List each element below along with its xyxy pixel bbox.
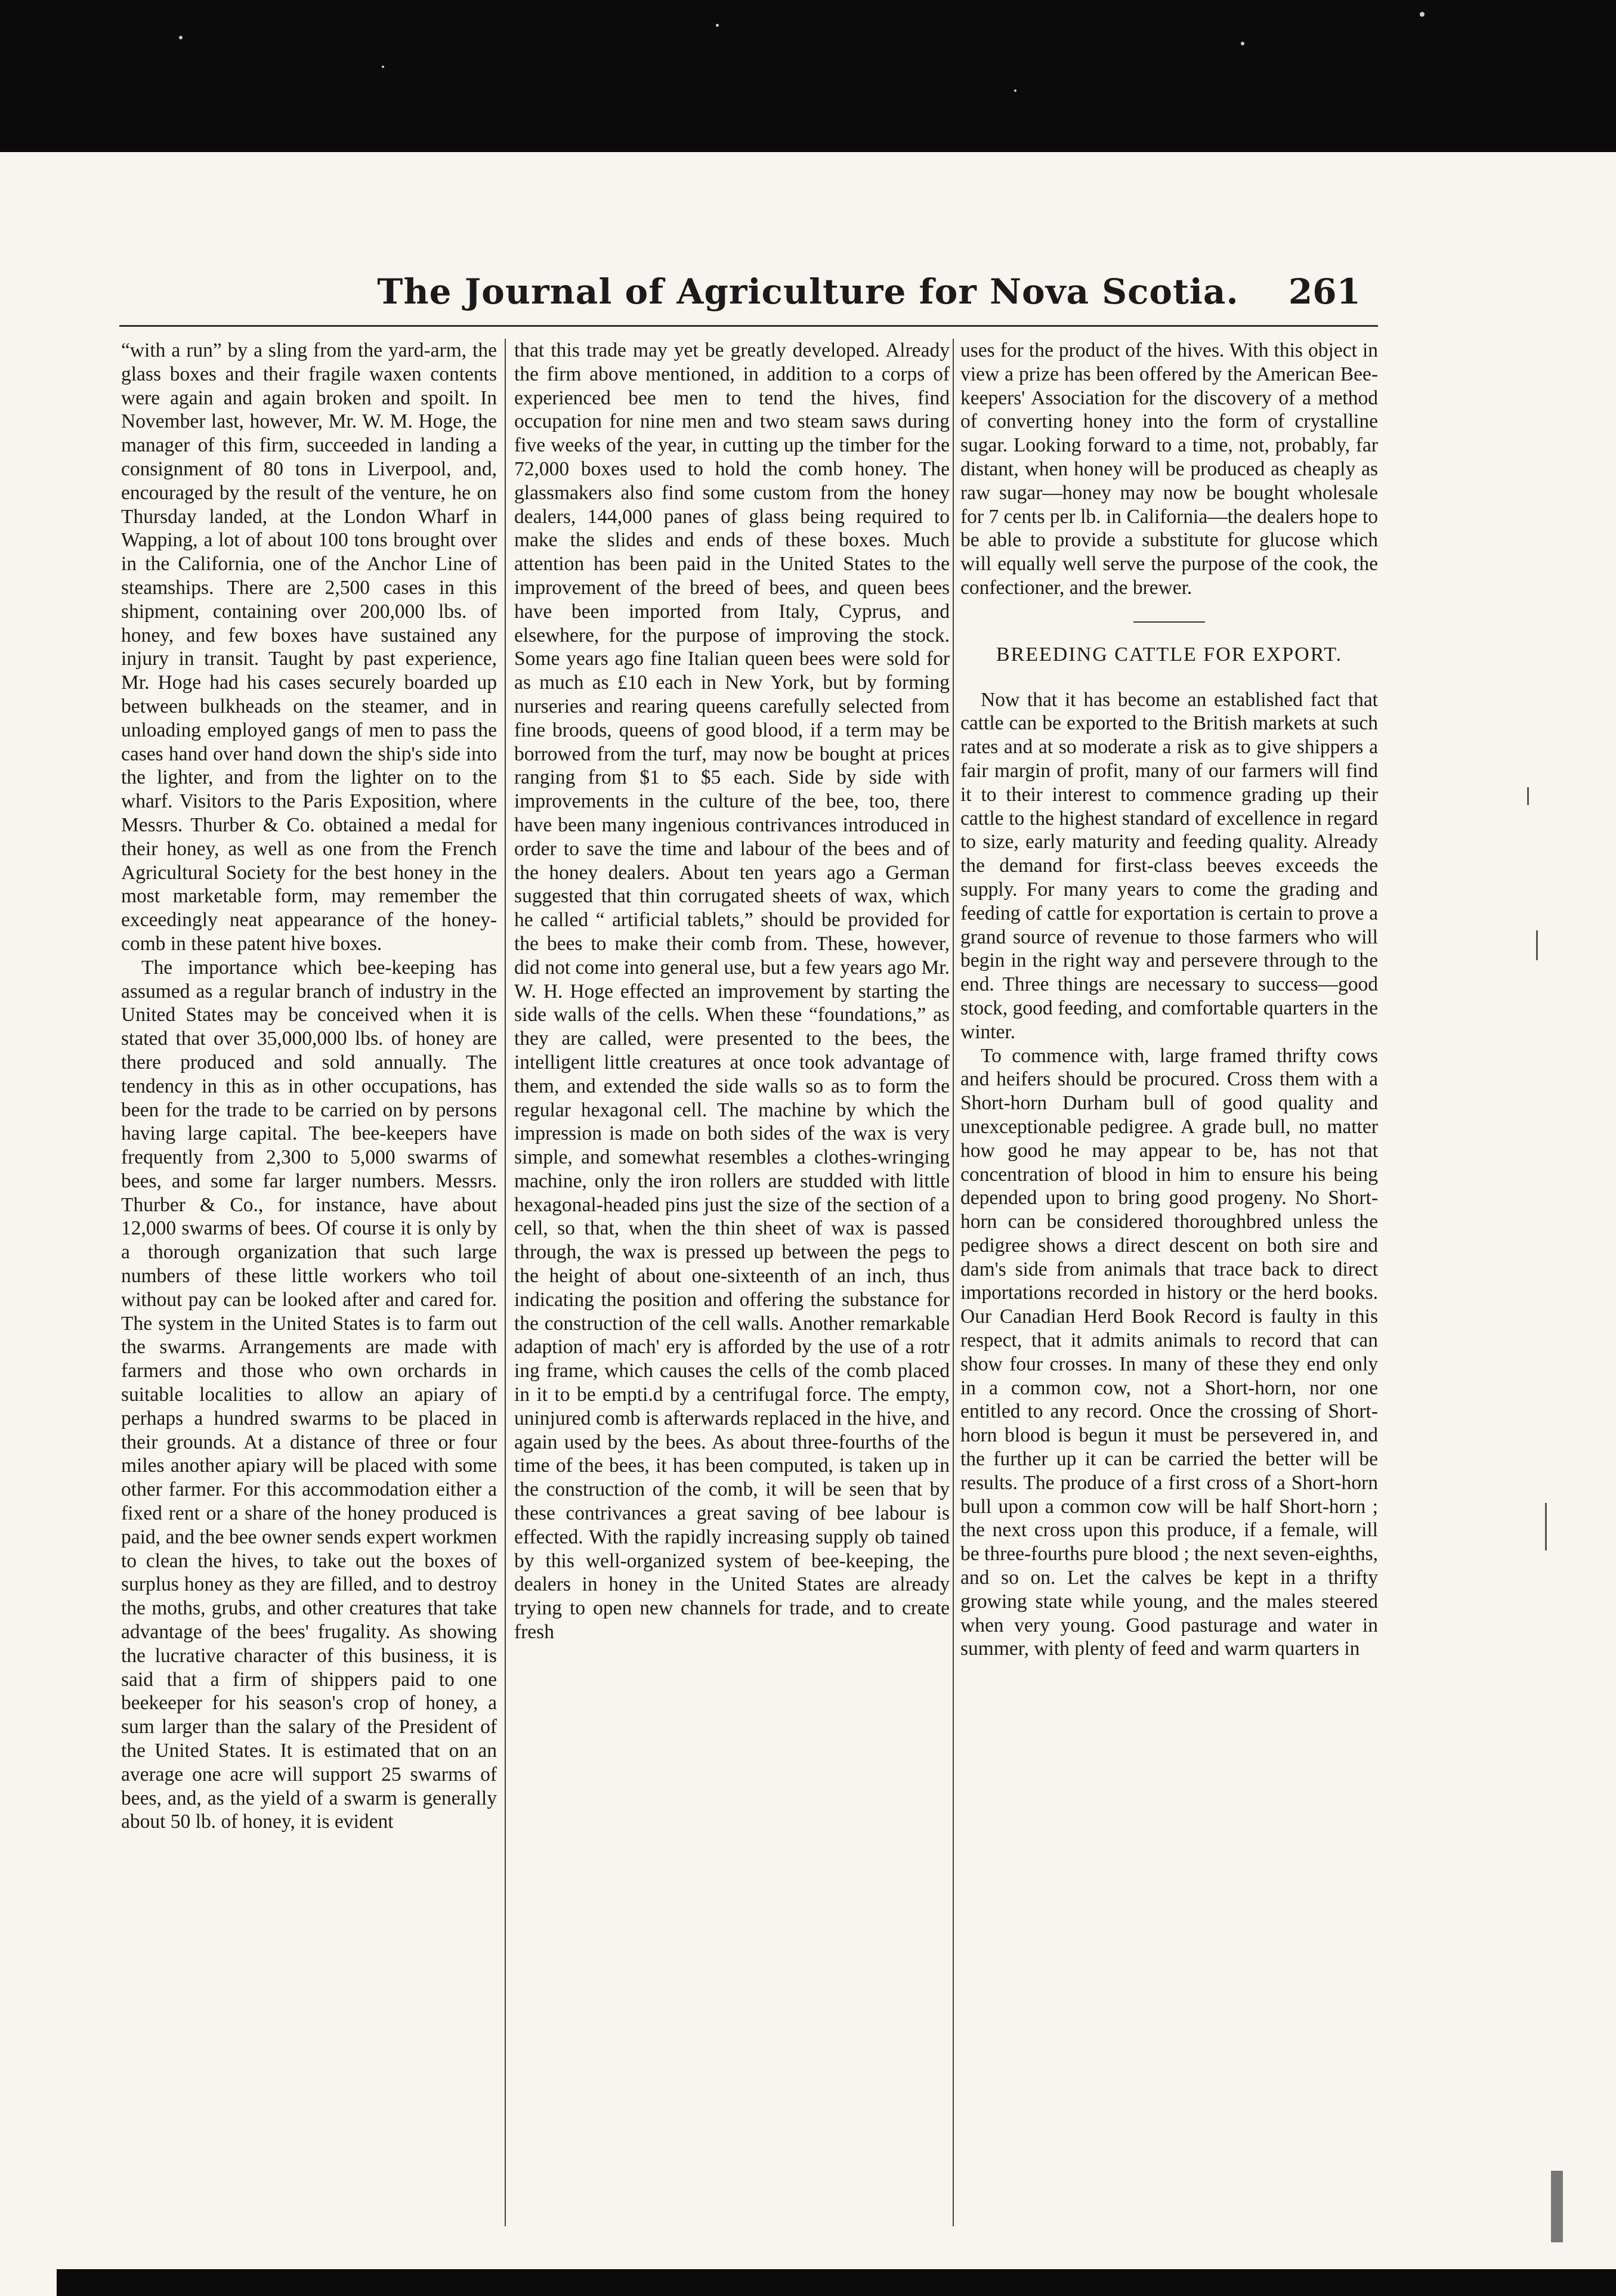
scan-edge-mark [1536, 930, 1538, 960]
scan-edge-mark [1551, 2171, 1563, 2242]
scan-border-bottom [57, 2269, 1616, 2296]
column-3 [960, 339, 1378, 2265]
page-number: 261 [1288, 271, 1361, 312]
running-head [0, 271, 1616, 319]
column-2 [514, 339, 950, 2265]
paragraph: “with a run” by a sling from the yard-arm, the glass boxes and their fragile waxen contents were again and again broken and spoilt. In November last, however, Mr. W. M. Hoge, the manager of this firm, succeeded in landing a consignment of 80 tons in Liverpool, and, encouraged by the result of the venture, he on Thursday landed, at the London Wharf in Wapping, a lot of about 100 tons brought over in the California, one of the Anchor Line of steamships. There are 2,500 cases in this shipment, containing over 200,000 lbs. of honey, and few boxes have sustained any injury in transit. Taught by past experience, Mr. Hoge had his cases securely boarded up between bulkheads on the steamer, and in unloading employed gangs of men to pass the cases hand over hand down the ship's side into the lighter, and from the lighter on to the wharf. Visitors to the Paris Exposition, where Messrs. Thurber & Co. obtained a medal for their honey, as well as one from the French Agricultural Society for the best honey in the most marketable form, may remember the exceedingly neat appearance of the honey-comb in these patent hive boxes. [121, 339, 497, 955]
scan-border-top [0, 0, 1616, 152]
column-1 [121, 339, 497, 2265]
scan-edge-mark [1527, 787, 1529, 805]
paragraph: To commence with, large framed thrifty cows and heifers should be procured. Cross them with a Short-horn Durham bull of good quality and unexceptionable pedigree. A grade bull, no matter how good he may appear to be, has not that concentration of blood in him to ensure his being depended upon to bring good progeny. No Short-horn can be considered thoroughbred unless the pedigree shows a direct descent on both sire and dam's side from animals that trace back to direct importations recorded in history or the herd books. Our Canadian Herd Book Record is faulty in this respect, that it admits animals to record that can show four crosses. In many of these they end only in a common cow, not a Short-horn, nor one entitled to any record. Once the crossing of Short-horn blood is begun it must be persevered in, and the further up it can be carried the better will be results. The produce of a first cross of a Short-horn bull upon a common cow will be half Short-horn ; the next cross upon this produce, if a female, will be three-fourths pure blood ; the next seven-eighths, and so on. Let the calves be kept in a thrifty growing state while young, and the males steered when very young. Good pasturage and water in summer, with plenty of feed and warm quarters in [960, 1044, 1378, 1660]
column-divider [505, 339, 506, 2226]
paragraph: uses for the product of the hives. With this object in view a prize has been offered by the American Bee-keepers' Association for the discovery of a method of converting honey into the form of crystalline sugar. Looking forward to a time, not, probably, far distant, when honey will be produced as cheaply as raw sugar—honey may now be bought wholesale for 7 cents per lb. in California—the dealers hope to be able to provide a substitute for glucose which will equally well serve the purpose of the cook, the confectioner, and the brewer. [960, 339, 1378, 599]
section-divider [1133, 621, 1205, 623]
paragraph: that this trade may yet be greatly developed. Already the firm above mentioned, in addition to a corps of experienced bee men to tend the hives, find occupation for nine men and two steam saws during five weeks of the year, in cutting up the timber for the 72,000 boxes used to hold the comb honey. The glassmakers also find some custom from the honey dealers, 144,000 panes of glass being required to make the slides and ends of these boxes. Much attention has been paid in the United States to the improvement of the breed of bees, and queen bees have been imported from Italy, Cyprus, and elsewhere, for the purpose of improving the stock. Some years ago fine Italian queen bees were sold for as much as £10 each in New York, but by forming nurseries and rearing queens carefully selected from fine broods, queens of good blood, if a term may be borrowed from the turf, may now be bought at prices ranging from $1 to $5 each. Side by side with improvements in the culture of the bee, too, there have been many ingenious contrivances introduced in order to save the time and labour of the bees and of the honey dealers. About ten years ago a German suggested that thin corrugated sheets of wax, which he called “ artificial tablets,” should be provided for the bees to make their comb from. These, however, did not come into general use, but a few years ago Mr. W. H. Hoge effected an improvement by starting the side walls of the cells. When these “foundations,” as they are called, were presented to the bees, the intelligent little creatures at once took advantage of them, and extended the side walls so as to form the regular hexagonal cell. The machine by which the impression is made on both sides of the wax is very simple, and somewhat resembles a clothes-wringing machine, only the iron rollers are studded with little hexagonal-headed pins just the size of the section of a cell, so that, when the thin sheet of wax is passed through, the wax is pressed up between the pegs to the height of about one-sixteenth of an inch, thus indicating the position and offering the substance for the construction of the cell walls. Another remarkable adaption of mach' ery is afforded by the use of a rotr ing frame, which causes the cells of the comb placed in it to be empti.d by a centrifugal force. The empty, uninjured comb is afterwards replaced in the hive, and again used by the bees. As about three-fourths of the time of the bees, it has been computed, is taken up in the construction of the comb, it will be seen that by these contrivances a great saving of bee labour is effected. With the rapidly increasing supply ob tained by this well-organized system of bee-keeping, the dealers in honey in the United States are already trying to open new channels for trade, and to create fresh [514, 339, 950, 1644]
column-divider [953, 339, 954, 2226]
paragraph: The importance which bee-keeping has assumed as a regular branch of industry in the United States may be conceived when it is stated that over 35,000,000 lbs. of honey are there produced and sold annually. The tendency in this as in other occupations, has been for the trade to be carried on by persons having large capital. The bee-keepers have frequently from 2,300 to 5,000 swarms of bees, and some far larger numbers. Messrs. Thurber & Co., for instance, have about 12,000 swarms of bees. Of course it is only by a thorough organization that such large numbers of these little workers who toil without pay can be looked after and cared for. The system in the United States is to farm out the swarms. Arrangements are made with farmers and those who own orchards in suitable localities to allow an apiary of perhaps a hundred swarms to be placed in their grounds. At a distance of three or four miles another apiary will be placed with some other farmer. For this accommodation either a fixed rent or a share of the honey produced is paid, and the bee owner sends expert workmen to clean the hives, to take out the boxes of surplus honey as they are filled, and to destroy the moths, grubs, and other creatures that take advantage of the bees' frugality. As showing the lucrative character of this business, it is said that a firm of shippers paid to one beekeeper for his season's crop of honey, a sum larger than the salary of the President of the United States. It is estimated that on an average one acre will support 25 swarms of bees, and, as the yield of a swarm is generally about 50 lb. of honey, it is evident [121, 956, 497, 1833]
paragraph: Now that it has become an established fact that cattle can be exported to the British markets at such rates and at so moderate a risk as to give shippers a fair margin of profit, many of our farmers will find it to their interest to commence grading up their cattle to the highest standard of excellence in regard to size, early maturity and feeding quality. Already the demand for first-class beeves exceeds the supply. For many years to come the grading and feeding of cattle for exportation is certain to prove a grand source of revenue to those farmers who will begin in the right way and persevere through to the end. Three things are necessary to success—good stock, good feeding, and comfortable quarters in the winter. [960, 688, 1378, 1043]
header-rule [119, 325, 1378, 327]
section-heading: BREEDING CATTLE FOR EXPORT. [996, 643, 1343, 666]
scan-edge-mark [1545, 1503, 1547, 1551]
journal-title: The Journal of Agriculture for Nova Scotia. [377, 271, 1239, 312]
